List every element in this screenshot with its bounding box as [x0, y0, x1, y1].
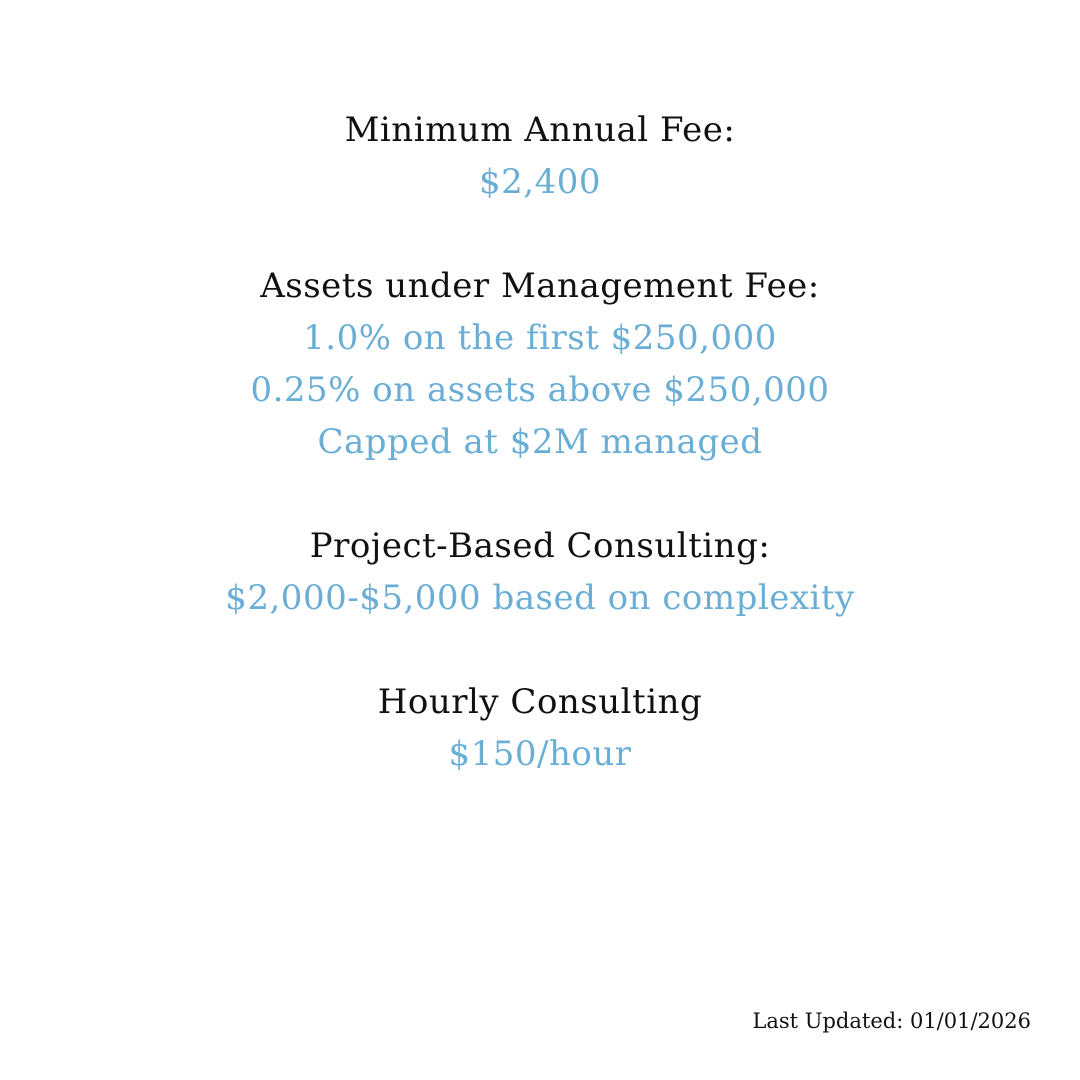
aum-fee-second-tier: 0.25% on assets above $250,000	[250, 370, 830, 410]
minimum-annual-fee-value: $2,400	[479, 162, 601, 202]
hourly-consulting-value: $150/hour	[448, 734, 632, 774]
project-consulting-section	[0, 520, 1080, 624]
project-consulting-label: Project-Based Consulting:	[309, 526, 771, 566]
aum-fee-cap: Capped at $2M managed	[317, 422, 763, 462]
last-updated: Last Updated: 01/01/2026	[752, 1009, 1031, 1033]
fee-schedule	[0, 104, 1080, 832]
hourly-consulting-section	[0, 676, 1080, 780]
aum-fee-first-tier: 1.0% on the first $250,000	[303, 318, 777, 358]
aum-fee-section	[0, 260, 1080, 468]
aum-fee-label: Assets under Management Fee:	[260, 266, 820, 306]
hourly-consulting-label: Hourly Consulting	[377, 682, 703, 722]
minimum-annual-fee-label: Minimum Annual Fee:	[344, 110, 736, 150]
project-consulting-value: $2,000-$5,000 based on complexity	[225, 578, 855, 618]
minimum-annual-fee-section	[0, 104, 1080, 208]
